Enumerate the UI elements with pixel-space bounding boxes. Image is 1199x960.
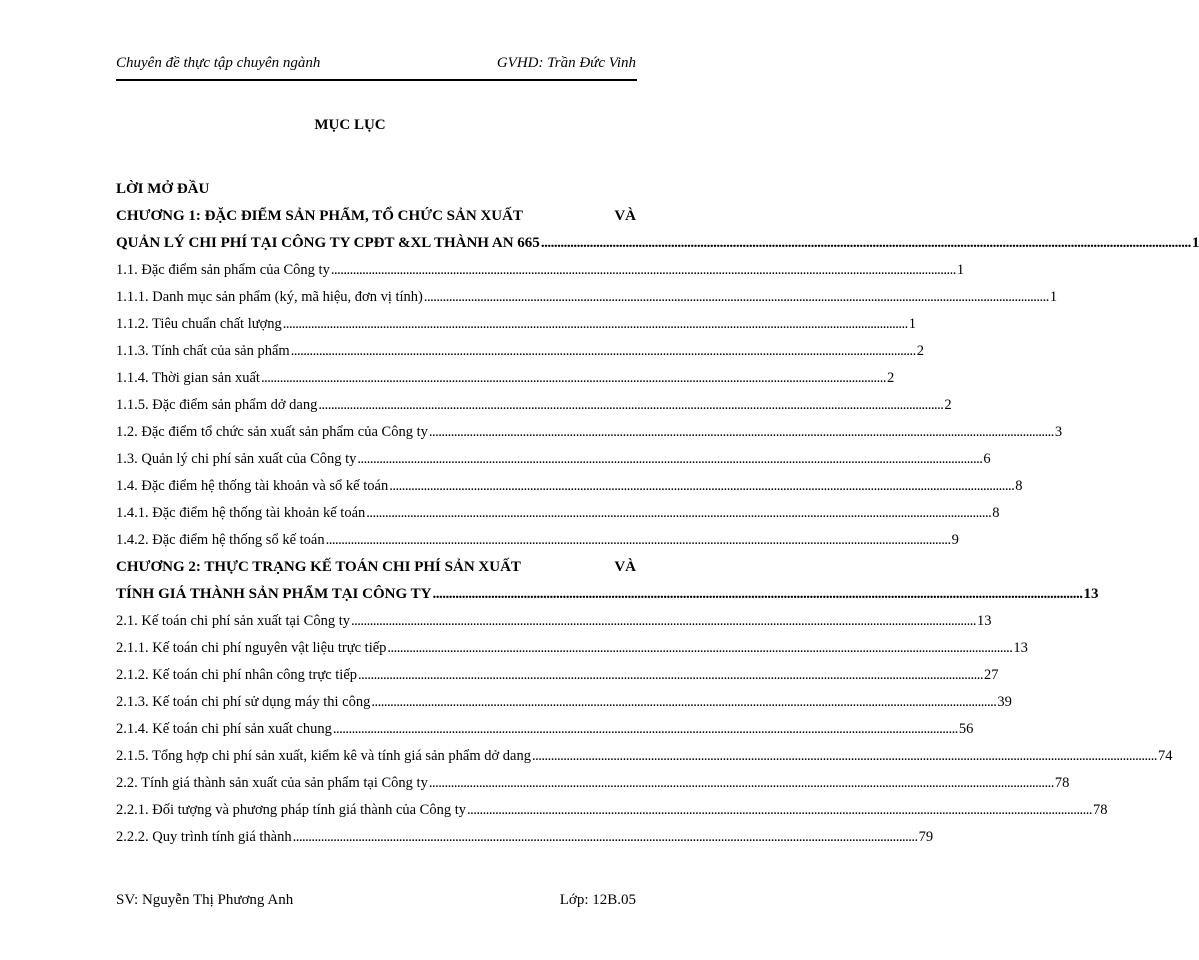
page-header (116, 55, 636, 72)
toc-entry[interactable] (116, 689, 1012, 716)
toc-leader-dots: ........................................................................................................................................................................................................ (387, 640, 1013, 656)
toc-entry[interactable] (116, 635, 1028, 662)
toc-entry[interactable] (116, 284, 1058, 311)
toc-entry[interactable] (116, 797, 1108, 824)
toc-entry-label: 2.1. Kế toán chi phí sản xuất tại Công ty (116, 613, 350, 629)
toc-chapter-2-entries (116, 608, 1173, 851)
toc-entry-page: 56 (958, 721, 974, 737)
toc-leader-dots: ........................................................................................................................................................................................................ (358, 667, 984, 683)
toc-entry-label: 1.4.2. Đặc điểm hệ thống sổ kế toán (116, 532, 325, 548)
header-left: Chuyên đề thực tập chuyên ngành (116, 55, 321, 71)
toc-leader-dots: ........................................................................................................................................................................................................ (371, 694, 997, 710)
toc-entry-label: 2.2.1. Đối tượng và phương pháp tính giá thành của Công ty (116, 802, 467, 818)
toc-entry-label: 2.1.1. Kế toán chi phí nguyên vật liệu trực tiếp (116, 640, 387, 656)
toc-entry[interactable] (116, 365, 895, 392)
toc-entry[interactable] (116, 527, 959, 554)
toc-entry-page: 78 (1054, 775, 1070, 791)
toc-chapter-1-label-end: VÀ (614, 208, 636, 224)
toc-chapter-2-line-1[interactable] (116, 554, 636, 581)
toc-entry-label: 1.1. Đặc điểm sản phẩm của Công ty (116, 262, 330, 278)
toc-entry[interactable] (116, 662, 999, 689)
toc-entry-label: 1.1.2. Tiêu chuẩn chất lượng (116, 316, 282, 332)
toc-entry-label: 2.1.3. Kế toán chi phí sử dụng máy thi công (116, 694, 371, 710)
toc-entry-page: 6 (983, 451, 991, 467)
toc-chapter-2-label-end: VÀ (614, 559, 636, 575)
toc-entry-label: 2.2.2. Quy trình tính giá thành (116, 829, 292, 845)
toc-leader-dots: ........................................................................................................................................................................................................ (330, 262, 956, 278)
table-of-contents (116, 176, 1199, 851)
toc-leader-dots: ........................................................................................................................................................................................................ (366, 505, 992, 521)
toc-leader-dots: ........................................................................................................................................................................................................ (292, 829, 918, 845)
toc-entry-page: 1 (956, 262, 965, 278)
toc-leader-dots: ........................................................................................................................................................................................................ (350, 613, 976, 629)
toc-chapter-1-line-2[interactable] (116, 230, 1199, 257)
toc-entry[interactable] (116, 770, 1070, 797)
toc-entry-label: 1.1.1. Danh mục sản phẩm (ký, mã hiệu, đơn vị tính) (116, 289, 423, 305)
toc-entry-page: 79 (918, 829, 934, 845)
toc-entry-page: 8 (1015, 478, 1023, 494)
header-right: GVHD: Trần Đức Vinh (496, 55, 636, 71)
toc-intro[interactable] (116, 176, 636, 203)
toc-chapter-1-entries (116, 257, 1063, 554)
toc-entry-label: 2.1.4. Kế toán chi phí sản xuất chung (116, 721, 332, 737)
toc-leader-dots: ........................................................................................................................................................................................................ (357, 451, 983, 467)
toc-entry-page: 2 (944, 397, 952, 413)
toc-entry-page: 13 (1013, 640, 1028, 656)
footer-student: SV: Nguyễn Thị Phương Anh (116, 892, 294, 908)
toc-entry-label: 1.2. Đặc điểm tổ chức sản xuất sản phẩm của Công ty (116, 424, 428, 440)
toc-entry-page: 74 (1157, 748, 1173, 764)
toc-leader-dots: ........................................................................................................................................................................................................ (325, 532, 951, 548)
toc-entry[interactable] (116, 500, 1000, 527)
toc-entry-page: 3 (1054, 424, 1063, 440)
toc-entry-label: 1.4.1. Đặc điểm hệ thống tài khoản kế toán (116, 505, 366, 521)
toc-leader-dots: ........................................................................................................................................................................................................ (332, 721, 958, 737)
toc-entry-page: 2 (916, 343, 924, 359)
toc-entry-page: 39 (997, 694, 1012, 710)
toc-chapter-2-page: 13 (1083, 586, 1099, 602)
toc-entry-label: 1.3. Quản lý chi phí sản xuất của Công ty (116, 451, 357, 467)
toc-entry-label: 1.1.3. Tính chất của sản phẩm (116, 343, 290, 359)
toc-entry-page: 9 (951, 532, 959, 548)
toc-entry-label: 1.1.4. Thời gian sản xuất (116, 370, 260, 386)
toc-entry[interactable] (116, 716, 974, 743)
toc-entry-label: 2.2. Tính giá thành sản xuất của sản phẩm tại Công ty (116, 775, 428, 791)
toc-entry[interactable] (116, 257, 965, 284)
toc-leader-dots: ........................................................................................................................................................................................................ (428, 424, 1054, 440)
toc-entry[interactable] (116, 608, 992, 635)
toc-entry-page: 78 (1093, 802, 1108, 818)
toc-entry-page: 13 (976, 613, 992, 629)
toc-leader-dots: ........................................................................................................................................................................................................ (260, 370, 886, 386)
toc-entry[interactable] (116, 338, 924, 365)
header-divider (116, 79, 637, 81)
toc-leader-dots: ........................................................................................................................................................................................................ (432, 586, 1083, 602)
toc-chapter-2-label-cont: TÍNH GIÁ THÀNH SẢN PHẨM TẠI CÔNG TY (116, 586, 432, 602)
toc-entry-page: 1 (908, 316, 917, 332)
toc-entry-page: 27 (984, 667, 999, 683)
toc-leader-dots: ........................................................................................................................................................................................................ (290, 343, 916, 359)
toc-leader-dots: ........................................................................................................................................................................................................ (389, 478, 1015, 494)
page-footer (116, 892, 636, 909)
toc-leader-dots: ........................................................................................................................................................................................................ (467, 802, 1093, 818)
toc-entry-label: 1.1.5. Đặc điểm sản phẩm dở dang (116, 397, 318, 413)
toc-leader-dots: ........................................................................................................................................................................................................ (540, 235, 1191, 251)
toc-entry[interactable] (116, 392, 952, 419)
toc-entry-page: 1 (1049, 289, 1058, 305)
toc-chapter-1-label-cont: QUẢN LÝ CHI PHÍ TẠI CÔNG TY CPĐT &XL THÀNH AN 665 (116, 235, 540, 251)
toc-entry-page: 8 (992, 505, 1000, 521)
toc-leader-dots: ........................................................................................................................................................................................................ (423, 289, 1049, 305)
toc-entry-label: 2.1.5. Tổng hợp chi phí sản xuất, kiểm kê và tính giá sản phẩm dở dang (116, 748, 531, 764)
toc-entry[interactable] (116, 473, 1023, 500)
toc-chapter-1-page: 1 (1191, 235, 1199, 251)
toc-leader-dots: ........................................................................................................................................................................................................ (282, 316, 908, 332)
toc-leader-dots: ........................................................................................................................................................................................................ (531, 748, 1157, 764)
toc-entry-page: 2 (886, 370, 895, 386)
toc-entry-label: 1.4. Đặc điểm hệ thống tài khoản và sổ kế toán (116, 478, 389, 494)
toc-entry[interactable] (116, 446, 991, 473)
toc-leader-dots: ........................................................................................................................................................................................................ (428, 775, 1054, 791)
toc-entry[interactable] (116, 311, 917, 338)
toc-entry[interactable] (116, 743, 1173, 770)
toc-intro-label: LỜI MỞ ĐẦU (116, 181, 210, 197)
toc-leader-dots: ........................................................................................................................................................................................................ (318, 397, 944, 413)
toc-entry[interactable] (116, 824, 934, 851)
footer-class: Lớp: 12B.05 (559, 892, 636, 908)
toc-entry[interactable] (116, 419, 1063, 446)
toc-chapter-2-label: CHƯƠNG 2: THỰC TRẠNG KẾ TOÁN CHI PHÍ SẢN XUẤT (116, 559, 521, 575)
toc-chapter-1-label: CHƯƠNG 1: ĐẶC ĐIỂM SẢN PHẨM, TỔ CHỨC SẢN XUẤT (116, 208, 523, 224)
toc-entry-label: 2.1.2. Kế toán chi phí nhân công trực tiếp (116, 667, 358, 683)
page-title: MỤC LỤC (314, 117, 386, 133)
toc-chapter-1-line-1[interactable] (116, 203, 636, 230)
toc-chapter-2-line-2[interactable] (116, 581, 1099, 608)
